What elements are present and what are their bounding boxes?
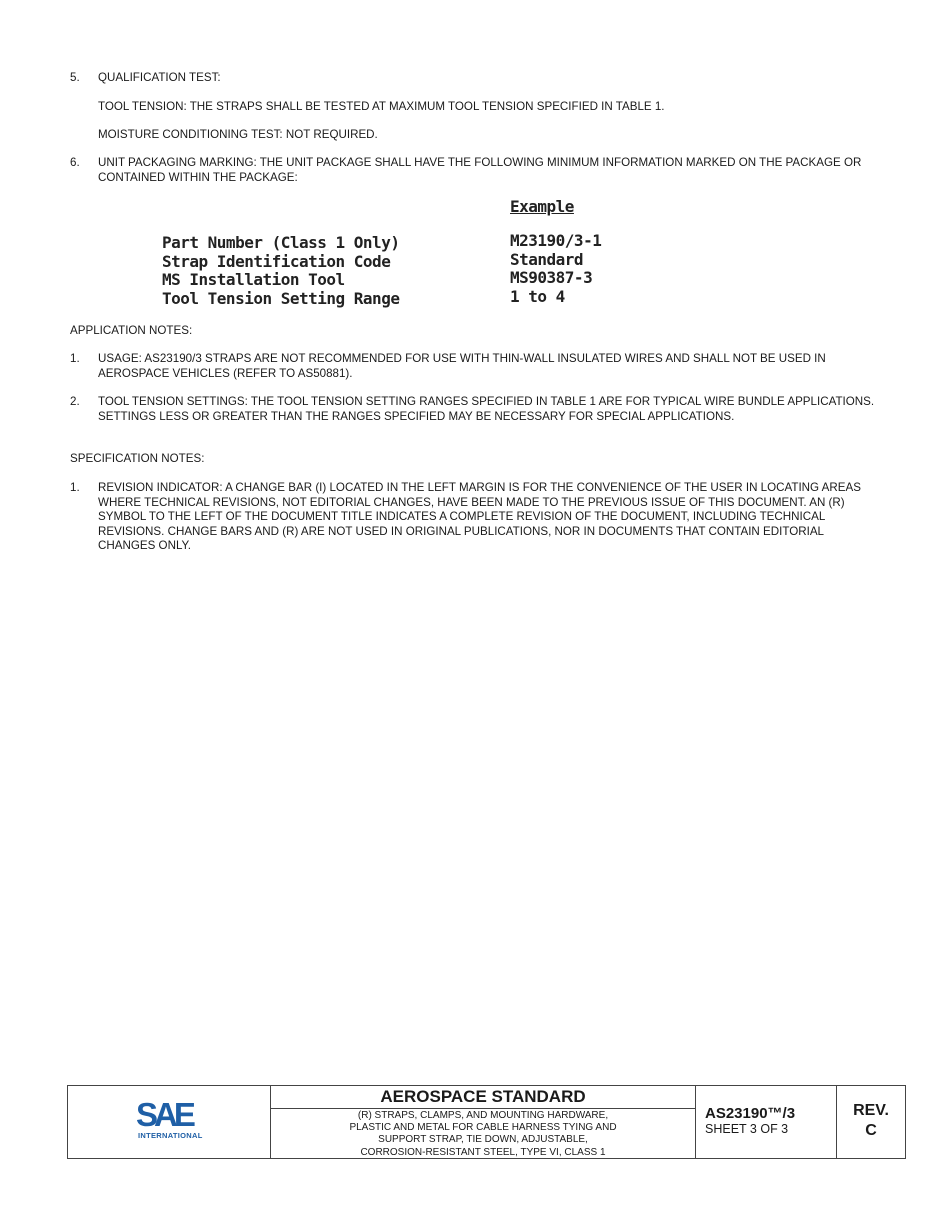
sheet-number: SHEET 3 OF 3: [705, 1122, 789, 1136]
sae-logo-icon: [136, 1096, 200, 1130]
description-line: (R) STRAPS, CLAMPS, AND MOUNTING HARDWARE,: [357, 1110, 609, 1121]
specification-note: [70, 481, 880, 554]
title-block: [67, 1085, 906, 1159]
revision-label: REV.: [853, 1102, 889, 1119]
section-text: UNIT PACKAGING MARKING: THE UNIT PACKAGE SHALL HAVE THE FOLLOWING MINIMUM INFORMATION MARKED ON THE PACKAGE OR CONTAINED WITHIN THE PACKAGE:: [98, 156, 862, 184]
example-label: Tool Tension Setting Range: [162, 288, 400, 308]
note-text: USAGE: AS23190/3 STRAPS ARE NOT RECOMMENDED FOR USE WITH THIN-WALL INSULATED WIRES AND SHALL NOT BE USED IN AEROSPACE VEHICLES (REFER TO AS50881).: [98, 352, 826, 380]
document-description: [271, 1109, 695, 1159]
example-header: Example: [510, 197, 574, 216]
example-value: Standard: [510, 249, 584, 269]
section-6: [70, 156, 880, 185]
example-value: M23190/3-1: [510, 231, 602, 250]
title-cell: [271, 1086, 696, 1158]
example-labels: [162, 234, 399, 308]
revision-value: C: [865, 1122, 877, 1139]
section-number: 6.: [70, 156, 80, 169]
standard-title: AEROSPACE STANDARD: [271, 1086, 695, 1109]
example-label: MS Installation Tool: [162, 270, 345, 289]
revision-cell: [837, 1086, 905, 1158]
tool-tension-text: TOOL TENSION: THE STRAPS SHALL BE TESTED AT MAXIMUM TOOL TENSION SPECIFIED IN TABLE 1.: [98, 100, 665, 113]
section-title: QUALIFICATION TEST:: [98, 71, 221, 84]
example-label: Part Number (Class 1 Only): [162, 233, 400, 252]
description-line: PLASTIC AND METAL FOR CABLE HARNESS TYING AND: [349, 1122, 617, 1134]
specification-notes-heading: SPECIFICATION NOTES:: [70, 452, 205, 465]
application-note: [70, 352, 880, 381]
note-number: 1.: [70, 352, 80, 365]
moisture-text: MOISTURE CONDITIONING TEST: NOT REQUIRED.: [98, 128, 378, 141]
logo-subtext: INTERNATIONAL: [138, 1131, 203, 1140]
logo-text: SAE: [136, 1096, 192, 1130]
description-line: SUPPORT STRAP, TIE DOWN, ADJUSTABLE,: [378, 1134, 588, 1146]
application-note: [70, 395, 880, 424]
section-number: 5.: [70, 71, 80, 84]
application-notes-heading: APPLICATION NOTES:: [70, 324, 193, 337]
note-number: 1.: [70, 481, 80, 494]
example-values: [510, 232, 601, 306]
document-number-cell: [696, 1086, 837, 1158]
description-line: CORROSION-RESISTANT STEEL, TYPE VI, CLASS 1: [360, 1146, 606, 1158]
note-number: 2.: [70, 395, 80, 408]
document-number: AS23190™/3: [705, 1105, 796, 1122]
example-label: Strap Identification Code: [162, 251, 391, 271]
example-value: MS90387-3: [510, 268, 593, 287]
logo-cell: [68, 1086, 271, 1158]
section-5: [70, 71, 880, 86]
note-text: TOOL TENSION SETTINGS: THE TOOL TENSION SETTING RANGES SPECIFIED IN TABLE 1 ARE FOR TYPICAL WIRE BUNDLE APPLICATIONS. SETTINGS LESS OR GREATER THAN THE RANGES SPECIFIED MAY BE NECESSARY FOR SPECIAL APPLICATIONS.: [98, 395, 875, 423]
note-text: REVISION INDICATOR: A CHANGE BAR (I) LOCATED IN THE LEFT MARGIN IS FOR THE CONVENIENCE OF THE USER IN LOCATING AREAS WHERE TECHNICAL REVISIONS, NOT EDITORIAL CHANGES, HAVE BEEN MADE TO THE PREVIOUS ISSUE OF THIS DOCUMENT. AN (R) SYMBOL TO THE LEFT OF THE DOCUMENT TITLE INDICATES A COMPLETE REVISION OF THE DOCUMENT, INCLUDING TECHNICAL REVISIONS. CHANGE BARS AND (R) ARE NOT USED IN ORIGINAL PUBLICATIONS, NOR IN DOCUMENTS THAT CONTAIN EDITORIAL CHANGES ONLY.: [98, 481, 861, 553]
example-value: 1 to 4: [510, 286, 565, 306]
